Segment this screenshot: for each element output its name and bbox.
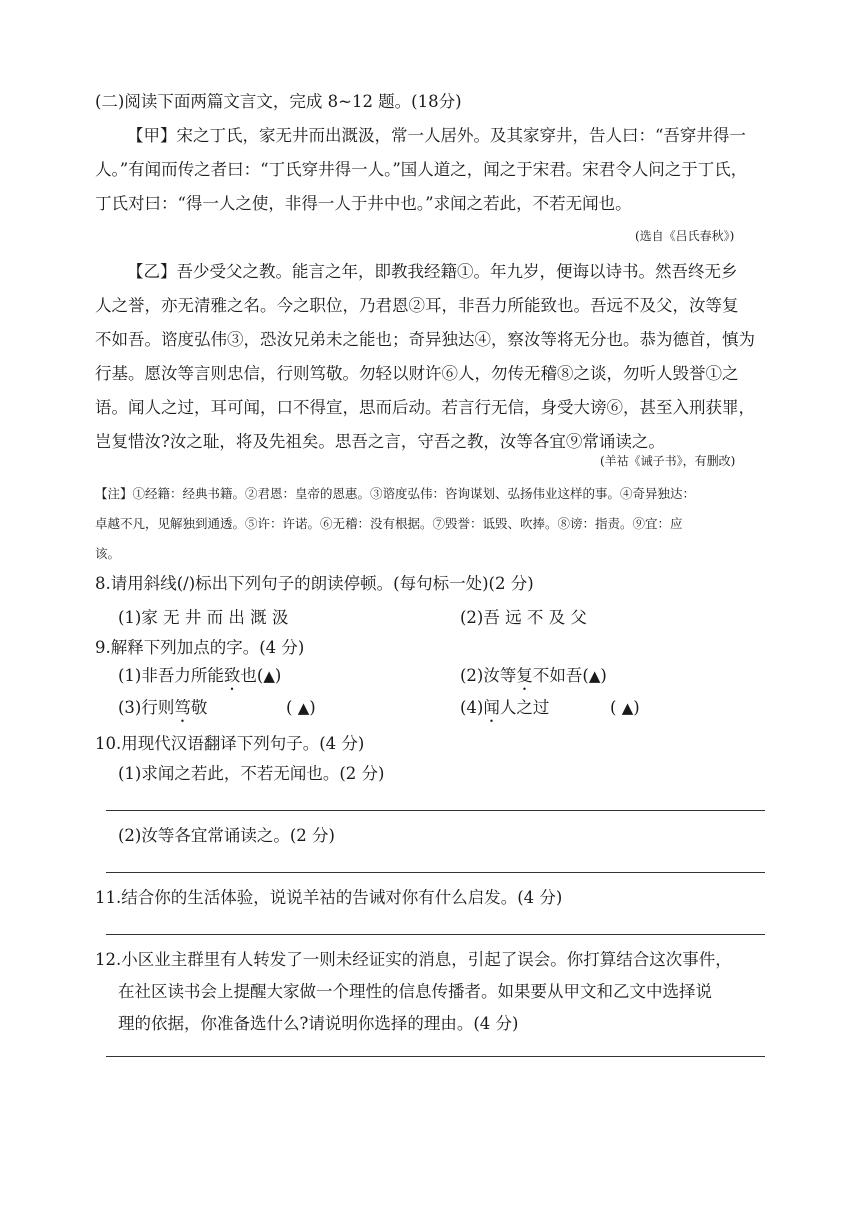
question-10-stem: 10.用现代汉语翻译下列句子。(4 分) — [95, 734, 365, 753]
question-9-item-4-open: ( — [610, 698, 617, 717]
question-9-item-3-open: ( — [286, 698, 293, 717]
answer-triangle-icon: ▲ — [588, 667, 601, 685]
question-9-item-4 — [460, 696, 549, 726]
answer-triangle-icon: ▲ — [297, 699, 310, 717]
notes-line-3: 该。 — [95, 546, 121, 561]
question-9-item-1-post: 也( — [240, 666, 264, 685]
notes-line-2: 卓越不凡，见解独到通透。⑤许：许诺。⑥无稽：没有根据。⑦毁誉：诋毁、吹捧。⑧谤：指责。⑨宜：应 — [95, 516, 683, 531]
passage-yi-line-6: 岂复惜汝?汝之耻，将及先祖矣。思吾之言，守吾之教，汝等各宜⑨常诵读之。 — [95, 432, 665, 451]
question-9-item-3-pre: (3)行则 — [118, 698, 175, 717]
question-9-item-4-post: 人之过 — [499, 698, 550, 717]
answer-line[interactable] — [106, 872, 765, 873]
section-title: (二)阅读下面两篇文言文，完成 8~12 题。(18分) — [95, 92, 462, 111]
question-10-item-1: (1)求闻之若此，不若无闻也。(2 分) — [118, 764, 385, 783]
question-12-line-2: 在社区读书会上提醒大家做一个理性的信息传播者。如果要从甲文和乙文中选择说 — [118, 982, 712, 1001]
question-9-item-2-pre: (2)汝等 — [460, 666, 517, 685]
question-9-item-2-dotted: 复 — [516, 666, 533, 685]
question-9-item-2-close: ) — [600, 666, 607, 685]
question-8-item-1: (1)家 无 井 而 出 溉 汲 — [118, 608, 289, 627]
question-8-stem: 8.请用斜线(/)标出下列句子的朗读停顿。(每句标一处)(2 分) — [95, 574, 534, 593]
answer-line[interactable] — [106, 1056, 765, 1057]
answer-triangle-icon: ▲ — [263, 667, 275, 685]
passage-yi-line-3: 不如吾。谘度弘伟③，恐汝兄弟未之能也；奇异独达④，察汝等将无分也。恭为德首，慎为 — [95, 330, 755, 349]
question-8-item-2: (2)吾 远 不 及 父 — [460, 608, 587, 627]
question-9-stem: 9.解释下列加点的字。(4 分) — [95, 638, 305, 657]
question-11-stem: 11.结合你的生活体验，说说羊祜的告诫对你有什么启发。(4 分) — [95, 888, 563, 907]
question-9-item-3-post: 敬 — [190, 698, 208, 717]
notes-line-1: 【注】①经籍：经典书籍。②君恩：皇帝的恩惠。③谘度弘伟：咨询谋划、弘扬伟业这样的事。④奇异独达： — [95, 486, 696, 501]
question-9-item-1-pre: (1)非吾力所能 — [118, 666, 224, 685]
answer-line[interactable] — [106, 934, 765, 935]
question-12-line-3: 理的依据，你准备选什么?请说明你选择的理由。(4 分) — [118, 1014, 519, 1033]
question-9-item-4-pre: (4) — [460, 698, 484, 717]
question-10-item-2: (2)汝等各宜常诵读之。(2 分) — [118, 826, 335, 845]
question-9-item-1-dotted: 致 — [223, 666, 241, 685]
question-9-item-3-answer — [286, 696, 316, 720]
question-9-item-4-close: ) — [633, 698, 640, 717]
passage-yi-source: (羊祜《诫子书》，有删改) — [600, 454, 736, 468]
question-9-item-4-answer — [610, 696, 640, 720]
question-9-item-2 — [460, 664, 607, 694]
answer-triangle-icon: ▲ — [621, 699, 634, 717]
passage-yi-line-5: 语。闻人之过，耳可闻，口不得宣，思而后动。若言行无信，身受大谤⑥，甚至入刑获罪， — [95, 398, 755, 417]
passage-yi-line-1: 【乙】吾少受父之教。能言之年，即教我经籍①。年九岁，便诲以诗书。然吾终无乡 — [127, 262, 738, 281]
question-9-item-1 — [118, 664, 281, 694]
question-9-item-3-dotted: 笃 — [174, 698, 191, 717]
passage-yi-line-4: 行基。愿汝等言则忠信，行则笃敬。勿轻以财许⑥人，勿传无稽⑧之谈，勿听人毁誉①之 — [95, 364, 739, 383]
answer-line[interactable] — [106, 810, 765, 811]
question-9-item-3 — [118, 696, 207, 726]
question-9-item-2-post: 不如吾( — [532, 666, 589, 685]
passage-jia-line-3: 丁氏对曰：“得一人之使，非得一人于井中也。”求闻之若此，不若无闻也。 — [95, 194, 632, 213]
passage-jia-line-2: 人。”有闻而传之者曰：“丁氏穿井得一人。”国人道之，闻之于宋君。宋君令人问之于丁氏， — [95, 160, 748, 179]
question-9-item-1-close: ) — [274, 666, 282, 685]
passage-jia-source: (选自《吕氏春秋》) — [635, 229, 735, 243]
question-9-item-3-close: ) — [309, 698, 316, 717]
question-9-item-4-dotted: 闻 — [483, 698, 500, 717]
question-12-line-1: 12.小区业主群里有人转发了一则未经证实的消息，引起了误会。你打算结合这次事件， — [95, 950, 732, 969]
passage-yi-line-2: 人之誉，亦无清雅之名。今之职位，乃君恩②耳，非吾力所能致也。吾远不及父，汝等复 — [95, 296, 739, 315]
passage-jia-line-1: 【甲】宋之丁氏，家无井而出溉汲，常一人居外。及其家穿井，告人曰：“吾穿井得一 — [127, 126, 746, 145]
